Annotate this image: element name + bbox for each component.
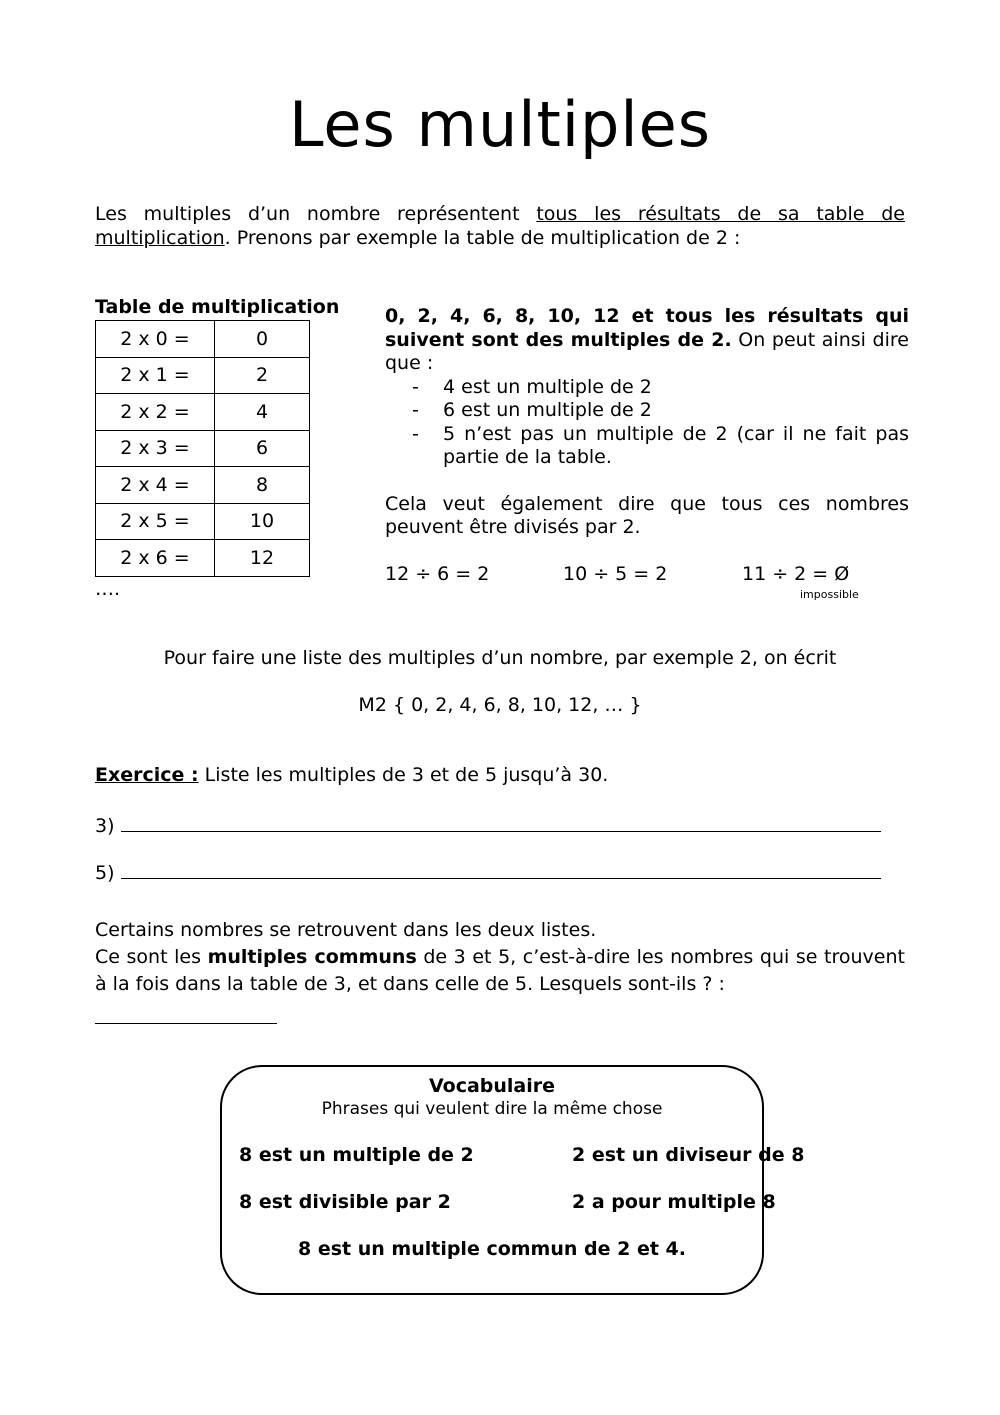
multiples-notation: M2 { 0, 2, 4, 6, 8, 10, 12, … }	[358, 694, 642, 716]
explanation-bold-text: 0, 2, 4, 6, 8, 10, 12 et tous les résultats qui suivent sont des multiples de 2.	[385, 305, 909, 351]
answer-line-5[interactable]	[95, 859, 881, 884]
table-cell-result: 10	[215, 503, 310, 540]
table-cell-result: 12	[215, 540, 310, 577]
vocabulary-item: 8 est divisible par 2	[239, 1191, 451, 1213]
explanation-text: On peut ainsi dire que :	[385, 328, 909, 374]
exercise-label: Exercice :	[95, 764, 199, 786]
table-row	[96, 321, 310, 358]
division-examples	[385, 563, 915, 603]
vocabulary-title: Vocabulaire	[428, 1075, 556, 1097]
list-item-text: 4 est un multiple de 2	[443, 375, 652, 398]
list-item-text: 5 n’est pas un multiple de 2 (car il ne fait pas partie de la table.	[443, 422, 909, 468]
answer-label: 5)	[95, 862, 115, 884]
vocabulary-item: 2 est un diviseur de 8	[572, 1144, 805, 1166]
vocabulary-subtitle: Phrases qui veulent dire la même chose	[321, 1099, 663, 1119]
impossible-note: impossible	[800, 588, 859, 601]
common-line-1: Certains nombres se retrouvent dans les deux listes.	[95, 919, 597, 941]
intro-text: Les multiples d’un nombre représentent	[95, 203, 537, 225]
explanation-paragraph	[385, 305, 909, 376]
table-row	[96, 467, 310, 504]
table-cell-result: 8	[215, 467, 310, 504]
table-cell-result: 2	[215, 357, 310, 394]
answer-blank[interactable]	[121, 859, 881, 879]
explanation-block	[385, 305, 909, 540]
common-line-2	[95, 944, 905, 998]
exercise-text: Liste les multiples de 3 et de 5 jusqu’à 30.	[198, 764, 609, 786]
table-cell-result: 0	[215, 321, 310, 358]
table-row	[96, 430, 310, 467]
intro-underlined-text: tous les résultats de sa table de multiplication	[95, 203, 905, 249]
table-cell-equation: 2 x 3 =	[96, 430, 215, 467]
table-cell-equation: 2 x 5 =	[96, 503, 215, 540]
table-cell-equation: 2 x 0 =	[96, 321, 215, 358]
common-text-end: de 3 et 5, c’est-à-dire les nombres qui se trouvent à la fois dans la table de 3, et dans celle de 5. Lesquels sont-ils ? :	[95, 946, 905, 995]
table-cell-equation: 2 x 1 =	[96, 357, 215, 394]
list-item-text: 6 est un multiple de 2	[443, 399, 652, 421]
table-cell-result: 4	[215, 394, 310, 431]
answer-blank[interactable]	[121, 812, 881, 832]
vocabulary-box	[220, 1065, 805, 1295]
table-row	[96, 357, 310, 394]
divisible-paragraph: Cela veut également dire que tous ces nombres peuvent être divisés par 2.	[385, 492, 909, 538]
division-example: 10 ÷ 5 = 2	[563, 563, 668, 585]
page-title: Les multiples	[288, 88, 712, 161]
vocabulary-item: 2 a pour multiple 8	[572, 1191, 776, 1213]
table-cell-equation: 2 x 4 =	[96, 467, 215, 504]
table-cell-equation: 2 x 6 =	[96, 540, 215, 577]
table-cell-equation: 2 x 2 =	[96, 394, 215, 431]
exercise-instruction	[95, 764, 608, 786]
table-row	[96, 503, 310, 540]
table-row	[96, 394, 310, 431]
division-example: 11 ÷ 2 = Ø	[742, 563, 850, 585]
common-bold-text: multiples communs	[207, 946, 417, 968]
table-cell-result: 6	[215, 430, 310, 467]
intro-paragraph	[95, 202, 905, 250]
table-row	[96, 540, 310, 577]
common-text: Ce sont les	[95, 946, 208, 968]
list-sentence: Pour faire une liste des multiples d’un nombre, par exemple 2, on écrit	[163, 647, 837, 669]
answer-label: 3)	[95, 815, 115, 837]
list-item: - 6 est un multiple de 2	[412, 399, 652, 421]
table-title: Table de multiplication	[95, 296, 340, 318]
multiplication-table	[95, 320, 310, 577]
vocabulary-item: 8 est un multiple commun de 2 et 4.	[298, 1238, 686, 1260]
intro-text-end: . Prenons par exemple la table de multiplication de 2 :	[224, 227, 741, 249]
list-item: - 5 n’est pas un multiple de 2 (car il ne fait pas partie de la table.	[412, 422, 909, 468]
answer-line-3[interactable]	[95, 812, 881, 837]
vocabulary-item: 8 est un multiple de 2	[239, 1144, 474, 1166]
common-answer-blank[interactable]	[95, 1023, 277, 1024]
division-example: 12 ÷ 6 = 2	[385, 563, 490, 585]
common-multiples-paragraph	[95, 917, 905, 998]
table-ellipsis: ….	[95, 578, 121, 600]
example-list	[385, 376, 909, 470]
list-item: - 4 est un multiple de 2	[412, 375, 652, 398]
